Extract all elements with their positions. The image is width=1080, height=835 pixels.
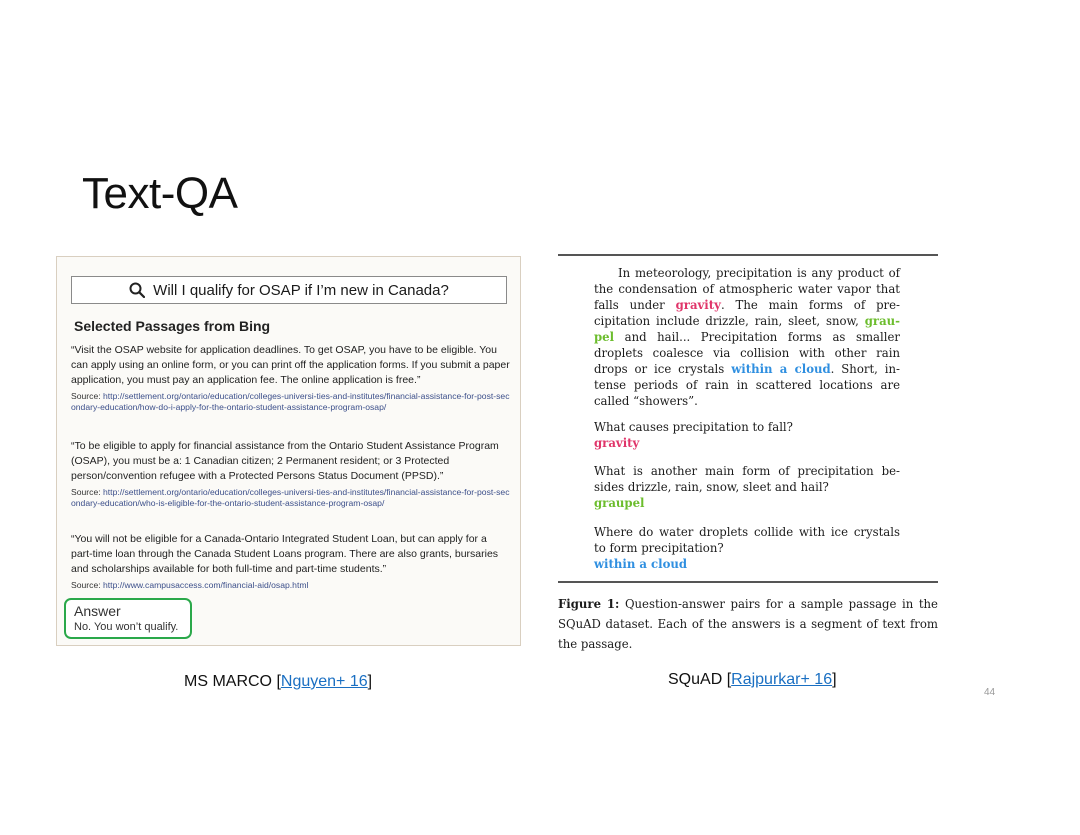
squad-reference: [668, 671, 837, 689]
slide-title: Text-QA: [82, 169, 238, 218]
qa-pair: [594, 524, 900, 572]
ref-prefix: SQuAD [: [668, 671, 732, 688]
source-url: http://settlement.org/ontario/education/colleges-universi-ties-and-institutes/financial-assistance-for-post-secondary-education/who-is-eligible-for-the-ontario-student-assistance-program-osap/: [71, 487, 510, 508]
answer-span-graupel: grau-pel: [594, 314, 900, 344]
search-query-text: Will I qualify for OSAP if I’m new in Canada?: [153, 281, 449, 299]
figure-caption: [558, 594, 938, 654]
passage-text: “Visit the OSAP website for application deadlines. To get OSAP, you have to be eligible. You can apply using an online form, or you can print off the application forms. If you submit a paper application, you must pay an application fee. The online application is free.”: [71, 344, 510, 386]
passage-source: [71, 580, 511, 591]
bottom-rule: [558, 581, 938, 583]
passage-segment: and hail... Precipitation forms as smaller droplets coalesce via collision with other rain drops or ice crystals: [594, 330, 900, 376]
answer-text: No. You won’t qualify.: [74, 621, 179, 633]
question: What causes precipitation to fall?: [594, 420, 793, 434]
nguyen-citation-link[interactable]: Nguyen+ 16: [280, 673, 368, 690]
passage-source: [71, 391, 511, 412]
passage: [71, 532, 511, 591]
caption-text: Question-answer pairs for a sample passage in the SQuAD dataset. Each of the answers is a segment of text from the passage.: [558, 597, 938, 651]
answer-span-cloud: within a cloud: [731, 362, 831, 376]
source-label: Source:: [71, 580, 101, 590]
answer-box: [64, 598, 192, 639]
qa-pair: [594, 463, 900, 511]
msmarco-reference: [184, 673, 372, 691]
passage: [71, 343, 511, 412]
msmarco-example: [56, 256, 521, 646]
answer: gravity: [594, 436, 640, 450]
search-query-box: [71, 276, 507, 304]
top-rule: [558, 254, 938, 256]
passage-source: [71, 487, 511, 508]
source-url: http://www.campusaccess.com/financial-aid/osap.html: [103, 580, 309, 590]
page-number: 44: [984, 687, 996, 698]
passage: [71, 439, 511, 508]
answer: within a cloud: [594, 557, 688, 571]
squad-passage: [594, 265, 900, 409]
passage-text: “To be eligible to apply for financial assistance from the Ontario Student Assistance Program (OSAP), you must be a: 1 Canadian citizen; 2 Permanent resident; or 3 Protected person/convention refugee with a Protected Persons Status Document (PPSD).”: [71, 440, 499, 482]
source-url: http://settlement.org/ontario/education/colleges-universi-ties-and-institutes/financial-assistance-for-post-secondary-education/how-do-i-apply-for-the-ontario-student-assistance-program-osap/: [71, 391, 510, 412]
passage-text: “You will not be eligible for a Canada-Ontario Integrated Student Loan, but can apply for a part-time loan through the Canada Student Loans program. There are also grants, bursaries and scholarships available for both full-time and part-time students.”: [71, 533, 499, 575]
passage-segment: . The main forms of pre-cipitation include drizzle, rain, sleet, snow,: [594, 298, 901, 328]
search-icon: [129, 282, 145, 298]
ref-suffix: ]: [367, 673, 373, 690]
caption-label: Figure 1:: [558, 597, 620, 611]
rajpurkar-citation-link[interactable]: Rajpurkar+ 16: [731, 671, 833, 688]
passage-segment: In meteorology, precipitation is any product of the condensation of atmospheric water vapor that falls under: [594, 266, 900, 312]
passage-segment: . Short, in-tense periods of rain in scattered locations are called “showers”.: [594, 362, 900, 408]
answer: graupel: [594, 496, 645, 510]
answer-label: Answer: [74, 603, 121, 619]
passages-heading: Selected Passages from Bing: [74, 318, 271, 334]
qa-pair: [594, 419, 900, 451]
ref-prefix: MS MARCO [: [184, 673, 281, 690]
question: What is another main form of precipitation be-sides drizzle, rain, snow, sleet and hail?: [594, 464, 900, 494]
source-label: Source:: [71, 487, 101, 497]
source-label: Source:: [71, 391, 101, 401]
answer-span-gravity: gravity: [675, 298, 721, 312]
ref-suffix: ]: [832, 671, 837, 688]
squad-example: [558, 254, 938, 654]
question: Where do water droplets collide with ice crystals to form precipitation?: [594, 525, 900, 555]
